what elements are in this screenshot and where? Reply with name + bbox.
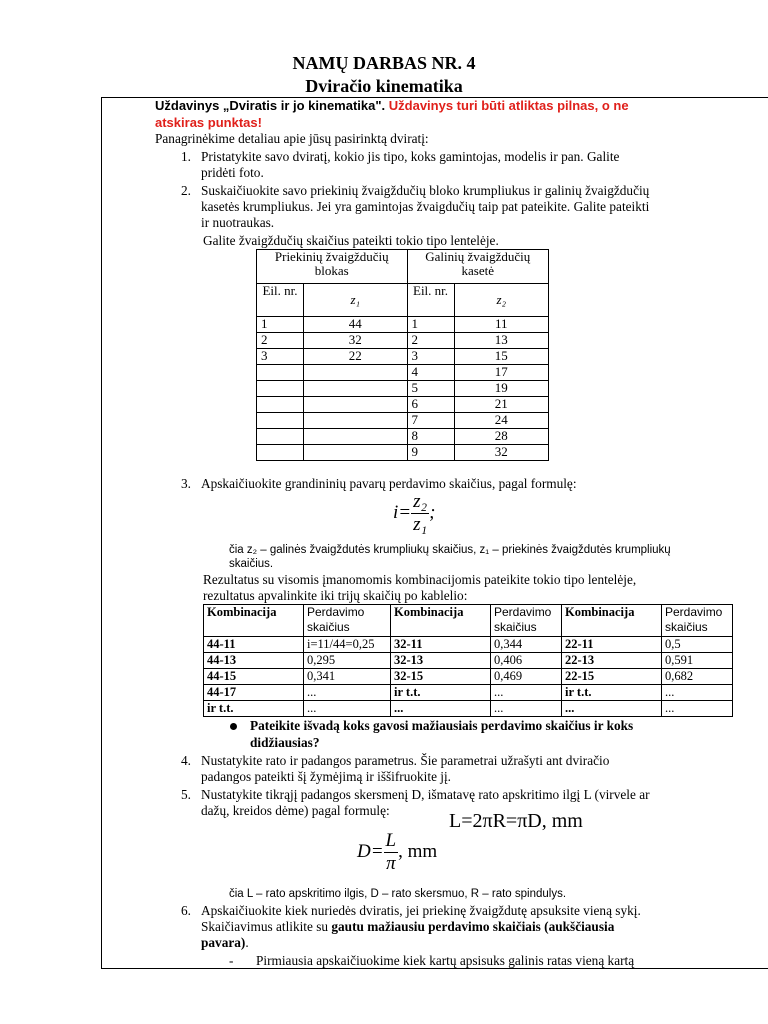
cell: 0,469 <box>491 669 562 685</box>
cell: 7 <box>407 413 454 429</box>
task-intro: Panagrinėkime detaliau apie jūsų pasirinktą dviratį: <box>155 131 429 146</box>
step-5-note: čia L – rato apskritimo ilgis, D – rato skersmuo, R – rato spindulys. <box>229 888 567 900</box>
rear-header: Galinių žvaigždučių kasetė <box>407 250 548 284</box>
cell: ... <box>562 701 662 717</box>
step-3-note: čia z₂ – galinės žvaigždutės krumpliukų skaičius, z₁ – priekinės žvaigždutės krumpliukų <box>229 544 671 556</box>
cell: 24 <box>454 413 548 429</box>
cell <box>304 413 408 429</box>
z1-header <box>304 284 408 317</box>
step-2-text-cont1: kasetės krumpliukus. Jei yra gamintojas žvaigdučių taip pat pateikite. Galite pateikti <box>201 199 650 214</box>
formula-fraction <box>384 830 399 875</box>
cell <box>257 445 304 461</box>
cell: 32-15 <box>391 669 491 685</box>
cell <box>257 397 304 413</box>
table-row <box>257 381 549 397</box>
cell <box>304 429 408 445</box>
cell: 0,406 <box>491 653 562 669</box>
cell: 0,295 <box>304 653 391 669</box>
formula-lhs: D= <box>357 840 384 862</box>
task-heading-line <box>155 98 629 114</box>
step-1-text-cont: pridėti foto. <box>201 165 264 180</box>
cell: 44-17 <box>204 685 304 701</box>
step-2-table-intro: Galite žvaigždučių skaičius pateikti tokio tipo lentelėje. <box>203 233 499 248</box>
step-4-text-cont: padangos pateikti šį žymėjimą ir iššifruokite jį. <box>201 769 452 784</box>
table-row <box>204 653 733 669</box>
step-1-number: 1. <box>181 149 191 164</box>
step-6-emphasis: gautu mažiausiu perdavimo skaičiais (aukščiausia <box>331 919 615 934</box>
page-subtitle: Dviračio kinematika <box>305 76 463 96</box>
step-3-results-intro: Rezultatus su visomis įmanomomis kombinacijomis pateikite tokio tipo lentelėje, <box>203 572 637 587</box>
bullet-text-cont: didžiausias? <box>250 735 320 750</box>
cell: 44 <box>304 317 408 333</box>
cell <box>257 413 304 429</box>
step-6-emphasis-end: pavara) <box>201 935 246 950</box>
table-row <box>204 685 733 701</box>
cell <box>304 397 408 413</box>
step-1-text: Pristatykite savo dviratį, kokio jis tipo, koks gamintojas, modelis ir pan. Galite <box>201 149 620 164</box>
cell: 32-11 <box>391 637 491 653</box>
cell: 11 <box>454 317 548 333</box>
cell: 22 <box>304 349 408 365</box>
cell <box>304 445 408 461</box>
cell: 32 <box>304 333 408 349</box>
step-5-number: 5. <box>181 787 191 802</box>
step-2-text: Suskaičiuokite savo priekinių žvaigždučių bloko krumpliukus ir galinių žvaigždučių <box>201 183 650 198</box>
gear-ratio-formula <box>393 491 435 536</box>
cell <box>304 381 408 397</box>
step-4-number: 4. <box>181 753 191 768</box>
formula-fraction <box>411 491 429 536</box>
sprocket-table <box>256 249 549 461</box>
comb-header: Kombinacija <box>562 605 662 637</box>
cell <box>257 381 304 397</box>
formula-numerator: L <box>385 830 397 851</box>
step-6-subpoint: Pirmiausia apskaičiuokime kiek kartų apsisuks galinis ratas vieną kartą <box>256 953 635 968</box>
formula-lhs: i= <box>393 501 412 523</box>
formula-end: , mm <box>398 840 438 862</box>
table-row <box>257 429 549 445</box>
cell: 1 <box>257 317 304 333</box>
task-heading: Uždavinys „Dviratis ir jo kinematika". <box>155 98 386 113</box>
step-5-text-cont: dažų, kreidos dėme) pagal formulę: <box>201 803 390 818</box>
table-row <box>204 637 733 653</box>
cell: 0,682 <box>662 669 733 685</box>
cell: 22-13 <box>562 653 662 669</box>
table-row <box>257 333 549 349</box>
table-row <box>257 397 549 413</box>
formula-numerator: z₂ <box>413 491 428 512</box>
table-row <box>257 349 549 365</box>
table-row <box>204 669 733 685</box>
step-3-text: Apskaičiuokite grandininių pavarų perdavimo skaičius, pagal formulę: <box>201 476 577 491</box>
cell: 5 <box>407 381 454 397</box>
cell: 15 <box>454 349 548 365</box>
cell: 32 <box>454 445 548 461</box>
formula-end: ; <box>429 501 436 523</box>
cell: 44-15 <box>204 669 304 685</box>
cell: 9 <box>407 445 454 461</box>
comb-header: Kombinacija <box>204 605 304 637</box>
cell: 2 <box>407 333 454 349</box>
step-6-dash: - <box>229 953 234 968</box>
step-2-text-cont2: ir nuotraukas. <box>201 215 275 230</box>
cell: ir t.t. <box>391 685 491 701</box>
cell: ir t.t. <box>204 701 304 717</box>
rear-no-header: Eil. nr. <box>407 284 454 317</box>
front-no-header: Eil. nr. <box>257 284 304 317</box>
diameter-formula <box>357 830 437 875</box>
cell: 19 <box>454 381 548 397</box>
cell: 8 <box>407 429 454 445</box>
cell: 22-11 <box>562 637 662 653</box>
cell: ... <box>304 685 391 701</box>
ratio-header: Perdavimo skaičius <box>491 605 562 637</box>
table-row <box>257 317 549 333</box>
ratio-header: Perdavimo skaičius <box>304 605 391 637</box>
table-row <box>204 701 733 717</box>
cell <box>257 429 304 445</box>
step-6-prefix: Skaičiavimus atlikite su <box>201 919 332 934</box>
cell: ... <box>662 701 733 717</box>
cell: 0,5 <box>662 637 733 653</box>
cell: ... <box>304 701 391 717</box>
task-warning: Uždavinys turi būti atliktas pilnas, o ne <box>388 98 629 113</box>
formula-denominator: z₁ <box>413 514 428 535</box>
cell: 13 <box>454 333 548 349</box>
comb-header: Kombinacija <box>391 605 491 637</box>
cell: 22-15 <box>562 669 662 685</box>
step-3-results-intro-cont: rezultatus apvalinkite iki trijų skaičių po kablelio: <box>203 588 468 603</box>
cell: i=11/44=0,25 <box>304 637 391 653</box>
cell: 1 <box>407 317 454 333</box>
z1-symbol: z₁ <box>350 292 361 307</box>
cell: ... <box>491 685 562 701</box>
ratio-table <box>203 604 733 717</box>
step-6-period: . <box>245 935 249 950</box>
bullet-icon <box>230 723 237 730</box>
cell: 3 <box>407 349 454 365</box>
step-4-text: Nustatykite rato ir padangos parametrus. Šie parametrai užrašyti ant dviračio <box>201 753 610 768</box>
cell: 44-11 <box>204 637 304 653</box>
step-6-number: 6. <box>181 903 191 918</box>
cell: 2 <box>257 333 304 349</box>
cell: 0,591 <box>662 653 733 669</box>
cell: 28 <box>454 429 548 445</box>
table-row <box>257 365 549 381</box>
cell: ... <box>662 685 733 701</box>
page-title: NAMŲ DARBAS NR. 4 <box>292 53 476 73</box>
cell: 0,344 <box>491 637 562 653</box>
step-6-text-cont2 <box>201 935 249 951</box>
table-row <box>257 445 549 461</box>
cell: 44-13 <box>204 653 304 669</box>
cell <box>257 365 304 381</box>
cell: 6 <box>407 397 454 413</box>
step-6-text-cont <box>201 919 614 935</box>
task-warning-cont: atskiras punktas! <box>155 115 262 130</box>
cell: 17 <box>454 365 548 381</box>
circumference-formula: L=2πR=πD, mm <box>449 810 583 832</box>
z2-header <box>454 284 548 317</box>
cell: 21 <box>454 397 548 413</box>
cell: 4 <box>407 365 454 381</box>
cell: ... <box>391 701 491 717</box>
table-row <box>257 413 549 429</box>
formula-denominator: π <box>386 853 396 874</box>
ratio-header: Perdavimo skaičius <box>662 605 733 637</box>
cell: 0,341 <box>304 669 391 685</box>
step-6-text: Apskaičiuokite kiek nuriedės dviratis, jei priekinę žvaigždutę apsuksite vieną sykį. <box>201 903 641 918</box>
step-2-number: 2. <box>181 183 191 198</box>
z2-symbol: z₂ <box>496 292 507 307</box>
cell: 32-13 <box>391 653 491 669</box>
cell <box>304 365 408 381</box>
step-3-number: 3. <box>181 476 191 491</box>
bullet-text: Pateikite išvadą koks gavosi mažiausiais perdavimo skaičius ir koks <box>250 718 634 733</box>
step-3-note-cont: skaičius. <box>229 558 274 570</box>
cell: 3 <box>257 349 304 365</box>
cell: ... <box>491 701 562 717</box>
front-header: Priekinių žvaigždučių blokas <box>257 250 408 284</box>
step-5-text: Nustatykite tikrąjį padangos skersmenį D, išmatavę rato apskritimo ilgį L (virvele ar <box>201 787 650 802</box>
cell: ir t.t. <box>562 685 662 701</box>
